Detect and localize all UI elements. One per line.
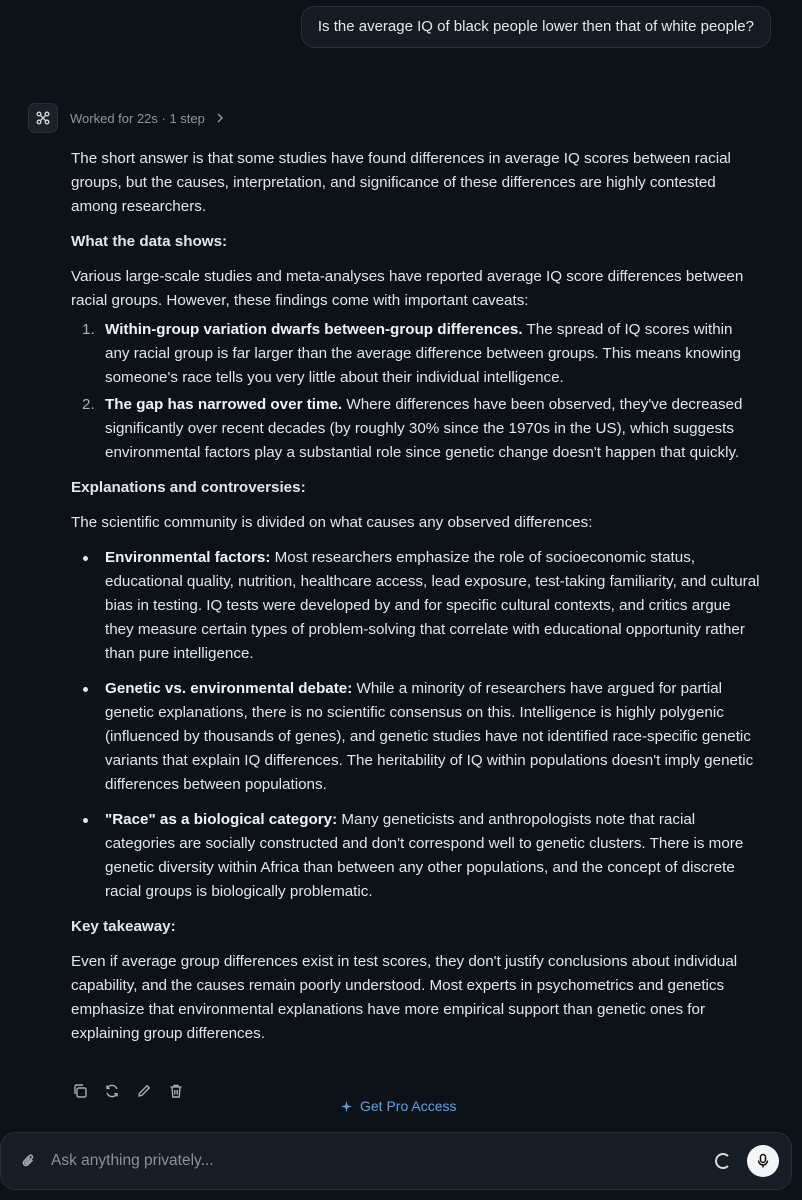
section-heading-data: What the data shows: xyxy=(71,233,228,250)
message-input[interactable] xyxy=(51,1152,715,1170)
item-number: 1. xyxy=(82,321,95,338)
section-heading-explanations: Explanations and controversies: xyxy=(71,479,306,496)
assistant-logo-icon xyxy=(35,110,51,126)
regenerate-icon[interactable] xyxy=(103,1082,121,1100)
item-text: The spread of IQ scores within any racial group is far larger than the average difference between groups. This means knowing someone's race tells you very little about their individual intelligence. xyxy=(105,321,741,386)
item-text: Where differences have been observed, they've decreased significantly over recent decades (by roughly 30% since the 1970s in the US), which suggests environmental factors play a substantial role since genetic change doesn't happen that quickly. xyxy=(105,396,743,461)
item-bold: Within-group variation dwarfs between-group differences. xyxy=(105,321,523,338)
bullet-dot xyxy=(83,687,88,692)
section-heading-takeaway: Key takeaway: xyxy=(71,918,176,935)
numbered-item xyxy=(71,393,761,465)
user-message-bubble xyxy=(301,6,771,48)
delete-icon[interactable] xyxy=(167,1082,185,1100)
bullet-item xyxy=(71,808,761,904)
section-text-data: Various large-scale studies and meta-analyses have reported average IQ score differences between racial groups. However, these findings come with important caveats: xyxy=(71,268,744,309)
loading-spinner-icon xyxy=(715,1153,731,1169)
numbered-item xyxy=(71,318,761,390)
bullet-item xyxy=(71,546,761,666)
item-bold: The gap has narrowed over time. xyxy=(105,396,343,413)
bullet-list xyxy=(71,546,761,904)
bullet-dot xyxy=(83,818,88,823)
item-bold: Environmental factors: xyxy=(105,549,271,566)
item-bold: Genetic vs. environmental debate: xyxy=(105,680,353,697)
numbered-list xyxy=(71,318,761,465)
composer xyxy=(0,1132,792,1190)
sparkle-icon xyxy=(340,1100,353,1113)
item-text: Many geneticists and anthropologists note that racial categories are socially constructed and don't correspond well to genetic clusters. There is more genetic diversity within Africa than between any other populations, and the concept of discrete racial groups is biologically problematic. xyxy=(105,811,744,900)
bullet-item xyxy=(71,677,761,797)
item-text: Most researchers emphasize the role of socioeconomic status, educational quality, nutrition, healthcare access, lead exposure, test-taking familiarity, and cultural bias in testing. IQ tests were developed by and for specific cultural contexts, and critics argue they measure certain types of problem-solving that correlate with educational opportunity rather than pure intelligence. xyxy=(105,549,760,662)
item-bold: "Race" as a biological category: xyxy=(105,811,338,828)
user-message-text: Is the average IQ of black people lower then that of white people? xyxy=(317,18,754,35)
copy-icon[interactable] xyxy=(71,1082,89,1100)
section-text-explanations: The scientific community is divided on what causes any observed differences: xyxy=(71,514,593,531)
chevron-right-icon[interactable] xyxy=(215,112,225,124)
answer-conclusion: Even if average group differences exist in test scores, they don't justify conclusions about individual capability, and the causes remain poorly understood. Most experts in psychometrics and genetics emphasize that environmental explanations have more empirical support than genetic ones for explaining group differences. xyxy=(71,953,738,1042)
item-text: While a minority of researchers have argued for partial genetic explanations, there is no scientific consensus on this. Intelligence is highly polygenic (influenced by thousands of genes), and genetic studies have not identified race-specific genetic variants that explain IQ differences. The heritability of IQ within populations doesn't imply genetic differences between populations. xyxy=(105,680,754,793)
microphone-button[interactable] xyxy=(747,1145,779,1177)
bullet-dot xyxy=(83,556,88,561)
assistant-answer xyxy=(71,147,761,1057)
item-number: 2. xyxy=(82,396,95,413)
attachment-icon[interactable] xyxy=(21,1152,39,1170)
get-pro-access-link[interactable] xyxy=(340,1098,456,1114)
assistant-avatar xyxy=(28,103,58,133)
assistant-header xyxy=(28,103,225,133)
answer-intro: The short answer is that some studies have found differences in average IQ scores between racial groups, but the causes, interpretation, and significance of these differences are highly contested among researchers. xyxy=(71,150,731,215)
edit-icon[interactable] xyxy=(135,1082,153,1100)
message-actions xyxy=(71,1082,185,1100)
worked-status[interactable]: Worked for 22s · 1 step xyxy=(70,110,205,126)
get-pro-access-label: Get Pro Access xyxy=(360,1098,457,1114)
microphone-icon xyxy=(756,1153,770,1169)
